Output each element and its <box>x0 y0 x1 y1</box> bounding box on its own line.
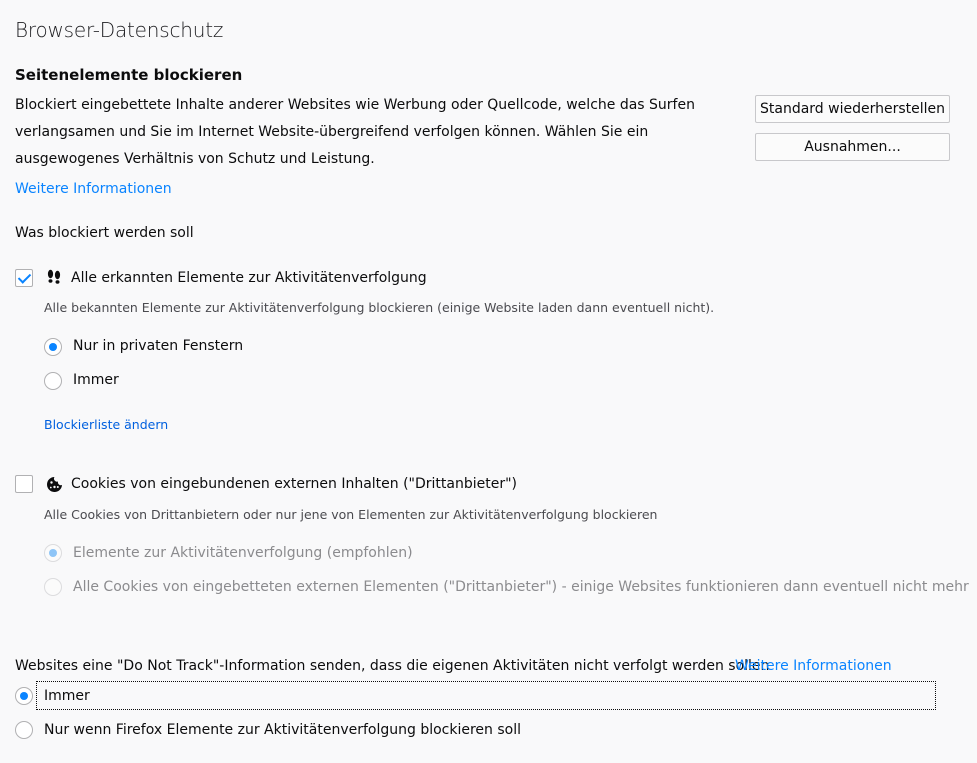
dnt-when-blocking-label[interactable]: Nur wenn Firefox Elemente zur Aktivitätenverfolgung blockieren soll <box>44 722 522 738</box>
change-blocklist-link[interactable]: Blockierliste ändern <box>44 417 169 432</box>
cookies-label[interactable]: Cookies von eingebundenen externen Inhalten ("Drittanbieter") <box>71 476 518 492</box>
focus-ring <box>36 681 936 710</box>
footprints-icon <box>46 269 62 287</box>
page-title: Browser-Datenschutz <box>15 18 224 42</box>
dnt-label: Websites eine "Do Not Track"-Information senden, dass die eigenen Aktivitäten nicht verfolgt werden sollen <box>15 658 770 674</box>
dnt-always-label[interactable]: Immer <box>44 688 90 704</box>
cookies-trackers-label: Elemente zur Aktivitätenverfolgung (empfohlen) <box>73 545 413 561</box>
trackers-private-only-label[interactable]: Nur in privaten Fenstern <box>73 338 244 354</box>
what-to-block-label: Was blockiert werden soll <box>15 225 194 241</box>
trackers-private-only-radio[interactable] <box>44 338 62 356</box>
dnt-always-radio[interactable] <box>15 687 33 705</box>
exceptions-button[interactable]: Ausnahmen... <box>755 133 950 161</box>
trackers-label[interactable]: Alle erkannten Elemente zur Aktivitätenverfolgung <box>71 270 427 286</box>
cookies-all-third-party-label: Alle Cookies von eingebetteten externen Elementen ("Drittanbieter") - einige Websites funktionieren dann eventuell nicht mehr <box>73 579 969 595</box>
trackers-always-label[interactable]: Immer <box>73 372 119 388</box>
cookies-description: Alle Cookies von Drittanbietern oder nur jene von Elementen zur Aktivitätenverfolgung blockieren <box>44 507 658 522</box>
dnt-learn-more-link[interactable]: Weitere Informationen <box>735 658 892 674</box>
content-blocking-description: Blockiert eingebettete Inhalte anderer Websites wie Werbung oder Quellcode, welche das Surfen verlangsamen und Sie im Internet Website-übergreifend verfolgen können. Wählen Sie ein ausgewogenes Verhältnis von Schutz und Leistung. <box>15 97 695 167</box>
trackers-always-radio[interactable] <box>44 372 62 390</box>
trackers-description: Alle bekannten Elemente zur Aktivitätenverfolgung blockieren (einige Website laden dann eventuell nicht). <box>44 300 715 315</box>
trackers-checkbox[interactable] <box>15 269 33 287</box>
restore-defaults-button[interactable]: Standard wiederherstellen <box>755 95 950 123</box>
dnt-when-blocking-radio[interactable] <box>15 721 33 739</box>
content-blocking-heading: Seitenelemente blockieren <box>15 66 243 84</box>
cookies-trackers-radio[interactable] <box>44 544 62 562</box>
cookies-all-third-party-radio[interactable] <box>44 578 62 596</box>
cookies-checkbox[interactable] <box>15 475 33 493</box>
content-blocking-learn-more-link[interactable]: Weitere Informationen <box>15 181 172 197</box>
cookie-icon <box>46 476 63 493</box>
